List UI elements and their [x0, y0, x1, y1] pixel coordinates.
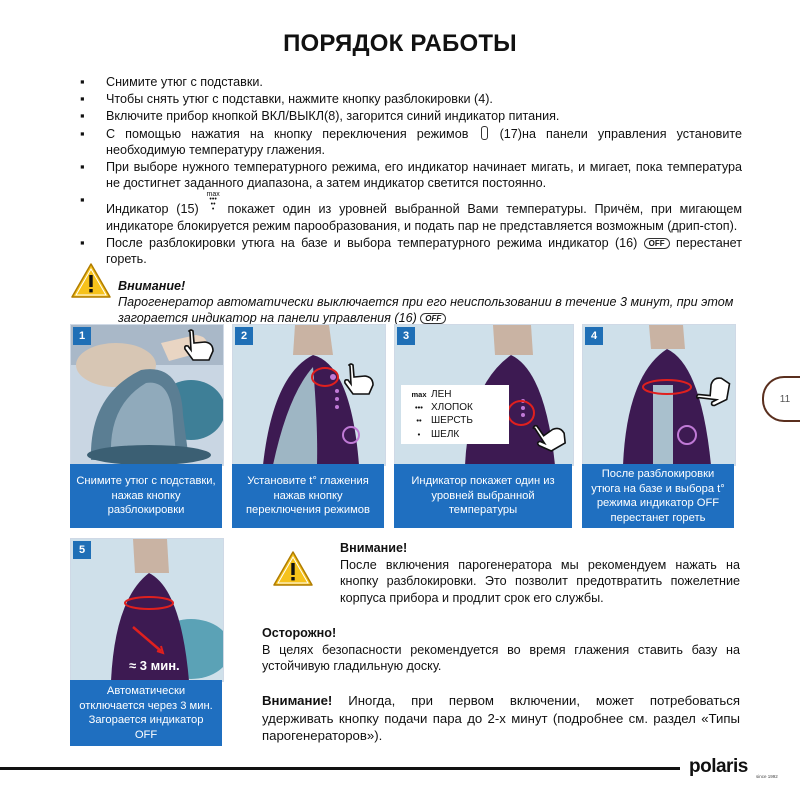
note-heading: Осторожно!	[262, 626, 337, 640]
list-item	[78, 235, 742, 267]
page-number: 11	[762, 376, 800, 422]
timer-label: ≈ 3 мин.	[129, 658, 180, 673]
page-title: ПОРЯДОК РАБОТЫ	[283, 30, 517, 57]
list-item-text: (17)на панели управления установите необходимую температуру глажения.	[106, 126, 743, 157]
step-4-caption: После разблокировки утюга на базе и выбора t° режима индикатор OFF перестанет гореть	[582, 464, 734, 528]
off-indicator-icon: OFF	[644, 238, 670, 249]
level-symbol: •	[417, 429, 421, 439]
fabric-label: ЛЕН	[431, 389, 452, 400]
warning-icon	[272, 550, 314, 588]
footer-divider	[0, 767, 680, 770]
brand-logo: polaris	[689, 756, 748, 777]
step-2-photo	[232, 324, 386, 466]
list-item: ▪ При выборе нужного температурного режима, его индикатор начинает мигать, и мигает, пока температура не достигнет заданного диапазона, а затем индикатор светится постоянно.	[78, 159, 742, 191]
list-item-text: перестанет гореть.	[106, 235, 743, 267]
note-text: В целях безопасности рекомендуется во время глажения ставить базу на устойчивую гладильную доску.	[262, 642, 740, 674]
step-1-photo	[70, 324, 224, 466]
step-number-badge: 5	[73, 541, 91, 559]
list-item-text: После разблокировки утюга на базе и выбора температурного режима индикатор (16)	[106, 235, 638, 250]
level-symbol: ••	[416, 416, 422, 426]
note-heading: Внимание!	[340, 541, 408, 555]
note-text: После включения парогенератора мы рекомендуем нажать на кнопку разблокировки. Это позволит предотвратить пожелетние корпуса прибора и продлит срок его службы.	[340, 557, 740, 605]
note-caution	[262, 625, 740, 675]
list-item	[407, 414, 503, 427]
list-item: ▪ Включите прибор кнопкой ВКЛ/ВЫКЛ(8), загорится синий индикатор питания.	[78, 108, 742, 124]
brand-tagline: since 1992	[756, 774, 778, 779]
step-number-badge: 2	[235, 327, 253, 345]
list-item: ▪ Чтобы снять утюг с подставки, нажмите кнопку разблокировки (4).	[78, 91, 742, 107]
hand-pointer-icon	[339, 361, 379, 397]
fabric-label: ШЕРСТЬ	[431, 415, 473, 427]
step-1-caption: Снимите утюг с подставки, нажав кнопку разблокировки	[70, 464, 222, 528]
warning-icon	[70, 262, 112, 300]
list-item	[407, 401, 503, 414]
list-item	[78, 192, 742, 233]
hand-pointer-icon	[179, 327, 219, 363]
hand-pointer-icon	[693, 373, 733, 409]
temperature-dots-icon: max ••• •• •	[206, 191, 220, 214]
off-indicator-icon: OFF	[420, 313, 446, 324]
note-attention-1	[340, 540, 740, 606]
max-label: max	[206, 191, 220, 199]
attention-text: Парогенератор автоматически выключается при его неиспользовании в течение 3 минут, при этом загорается индикатор на панели управления (16)	[118, 295, 734, 325]
step-number-badge: 1	[73, 327, 91, 345]
step-3-caption: Индикатор покажет один из уровней выбранной температуры	[394, 464, 572, 528]
note-heading: Внимание!	[262, 693, 333, 708]
step-2-caption: Установите t° глажения нажав кнопку переключения режимов	[232, 464, 384, 528]
attention-heading: Внимание!	[118, 279, 186, 293]
list-item	[407, 388, 503, 401]
fabric-temperature-list	[401, 385, 509, 444]
hand-pointer-icon	[529, 417, 569, 455]
level-symbol: max	[411, 390, 427, 399]
fabric-label: ШЕЛК	[431, 428, 460, 440]
fabric-label: ХЛОПОК	[431, 402, 473, 414]
list-item-text: С помощью нажатия на кнопку переключения режимов	[106, 126, 469, 141]
list-item	[78, 126, 742, 158]
list-item: ▪ Снимите утюг с подставки.	[78, 74, 742, 90]
step-number-badge: 3	[397, 327, 415, 345]
step-5-photo	[70, 538, 224, 682]
note-text: Иногда, при первом включении, может потребоваться удерживать кнопку подачи пара до 2-х минут (подробнее см. раздел «Типы парогенераторов»).	[262, 693, 741, 743]
level-symbol: •••	[415, 403, 423, 413]
thermometer-icon	[481, 126, 488, 140]
list-item-text: Индикатор (15)	[106, 202, 199, 217]
list-item-text: покажет один из уровней выбранной Вами температуры. Причём, при мигающем индикаторе блокируется режим парообразования, и подать пар не представляется возможным (дрип-стоп).	[106, 202, 743, 233]
list-item	[407, 428, 503, 441]
step-3-photo	[394, 324, 574, 466]
step-number-badge: 4	[585, 327, 603, 345]
instruction-list	[78, 74, 742, 268]
note-attention-2	[262, 692, 740, 745]
step-5-caption: Автоматически отключается через 3 мин. Загорается индикатор OFF	[70, 680, 222, 746]
step-4-photo	[582, 324, 736, 466]
attention-block	[118, 278, 738, 326]
